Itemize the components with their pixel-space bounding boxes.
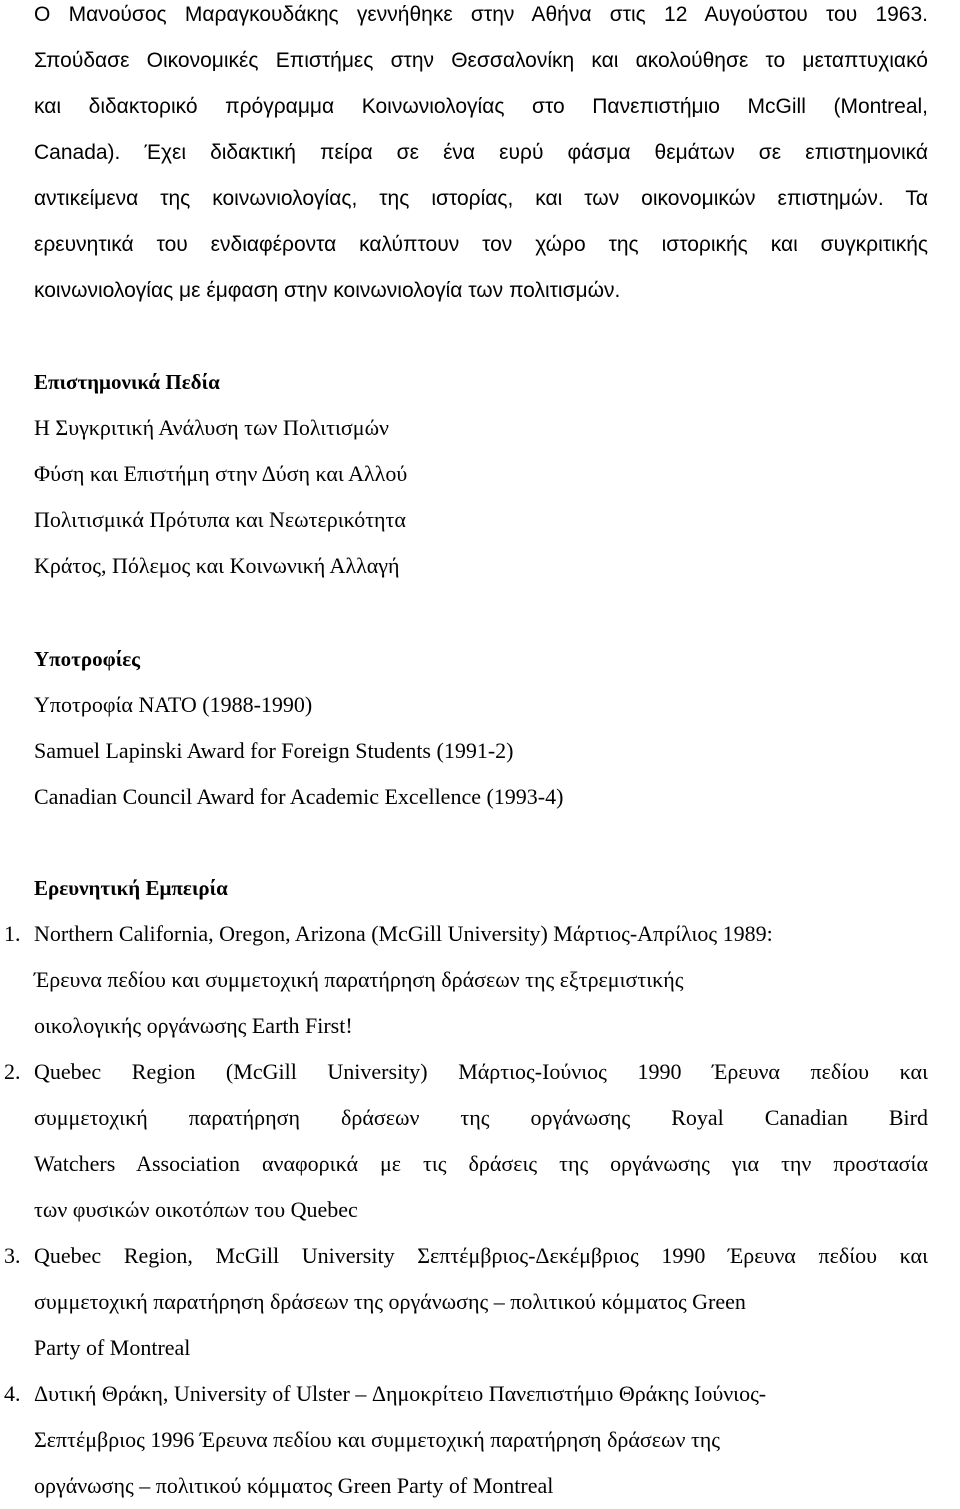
field-item: Φύση και Επιστήμη στην Δύση και Αλλού bbox=[34, 461, 408, 486]
intro-line: αντικείμενα της κοινωνιολογίας, της ιστορίας, και των οικονομικών επιστημών. Τα bbox=[34, 187, 928, 210]
research-item-line: συμμετοχική παρατήρηση δράσεων της οργάνωσης – πολιτικού κόμματος Green bbox=[34, 1289, 746, 1314]
field-item: Η Συγκριτική Ανάλυση των Πολιτισμών bbox=[34, 415, 389, 440]
research-item-number: 3. bbox=[4, 1243, 21, 1268]
research-heading: Ερευνητική Εμπειρία bbox=[34, 876, 228, 900]
research-item-line: Watchers Association αναφορικά με τις δράσεις της οργάνωσης για την προστασία bbox=[34, 1151, 928, 1176]
research-item-line: Έρευνα πεδίου και συμμετοχική παρατήρηση δράσεων της εξτρεμιστικής bbox=[34, 967, 684, 992]
scholarships-heading: Υποτροφίες bbox=[34, 647, 141, 671]
research-item-number: 2. bbox=[4, 1059, 21, 1084]
research-item-line: Quebec Region (McGill University) Μάρτιος-Ιούνιος 1990 Έρευνα πεδίου και bbox=[34, 1059, 928, 1084]
research-item bbox=[4, 1371, 928, 1509]
research-item-line: Party of Montreal bbox=[34, 1335, 191, 1360]
research-item-line: συμμετοχική παρατήρηση δράσεων της οργάνωσης Royal Canadian Bird bbox=[34, 1105, 928, 1130]
research-item-line: οικολογικής οργάνωσης Earth First! bbox=[34, 1013, 353, 1038]
research-item-line: Quebec Region, McGill University Σεπτέμβριος-Δεκέμβριος 1990 Έρευνα πεδίου και bbox=[34, 1243, 928, 1268]
intro-line: ερευνητικά του ενδιαφέροντα καλύπτουν τον χώρο της ιστορικής και συγκριτικής bbox=[34, 233, 928, 256]
scholarship-item: Υποτροφία ΝΑΤΟ (1988-1990) bbox=[34, 692, 313, 717]
research-item-number: 4. bbox=[4, 1381, 21, 1406]
research-list bbox=[4, 911, 928, 1509]
field-item: Κράτος, Πόλεμος και Κοινωνική Αλλαγή bbox=[34, 553, 400, 578]
scholarship-item: Samuel Lapinski Award for Foreign Students (1991-2) bbox=[34, 738, 514, 763]
research-item bbox=[4, 1049, 928, 1233]
research-section bbox=[4, 865, 928, 1509]
research-item-line: οργάνωσης – πολιτικού κόμματος Green Party of Montreal bbox=[34, 1473, 554, 1498]
fields-heading: Επιστημονικά Πεδία bbox=[34, 370, 220, 394]
intro-paragraph bbox=[34, 0, 928, 314]
scholarship-item: Canadian Council Award for Academic Excellence (1993-4) bbox=[34, 784, 564, 809]
intro-line: Canada). Έχει διδακτική πείρα σε ένα ευρύ φάσμα θεμάτων σε επιστημονικά bbox=[34, 141, 928, 164]
research-item-line: Σεπτέμβριος 1996 Έρευνα πεδίου και συμμετοχική παρατήρηση δράσεων της bbox=[34, 1427, 721, 1452]
research-item bbox=[4, 911, 928, 1049]
scholarships-section bbox=[34, 636, 928, 820]
research-item-line: Δυτική Θράκη, University of Ulster – Δημοκρίτειο Πανεπιστήμιο Θράκης Ιούνιος- bbox=[34, 1381, 767, 1406]
research-item-line: των φυσικών οικοτόπων του Quebec bbox=[34, 1197, 358, 1222]
intro-line: και διδακτορικό πρόγραμμα Κοινωνιολογίας στο Πανεπιστήμιο McGill (Montreal, bbox=[34, 95, 928, 118]
intro-line: Σπούδασε Οικονομικές Επιστήμες στην Θεσσαλονίκη και ακολούθησε το μεταπτυχιακό bbox=[34, 49, 928, 72]
research-item-line: Northern California, Oregon, Arizona (McGill University) Μάρτιος-Απρίλιος 1989: bbox=[34, 921, 773, 946]
research-item bbox=[4, 1233, 928, 1371]
intro-line: Ο Μανούσος Μαραγκουδάκης γεννήθηκε στην Αθήνα στις 12 Αυγούστου του 1963. bbox=[34, 3, 928, 26]
field-item: Πολιτισμικά Πρότυπα και Νεωτερικότητα bbox=[34, 507, 406, 532]
research-item-number: 1. bbox=[4, 921, 21, 946]
intro-line: κοινωνιολογίας με έμφαση στην κοινωνιολογία των πολιτισμών. bbox=[34, 279, 621, 302]
fields-section bbox=[34, 359, 928, 589]
